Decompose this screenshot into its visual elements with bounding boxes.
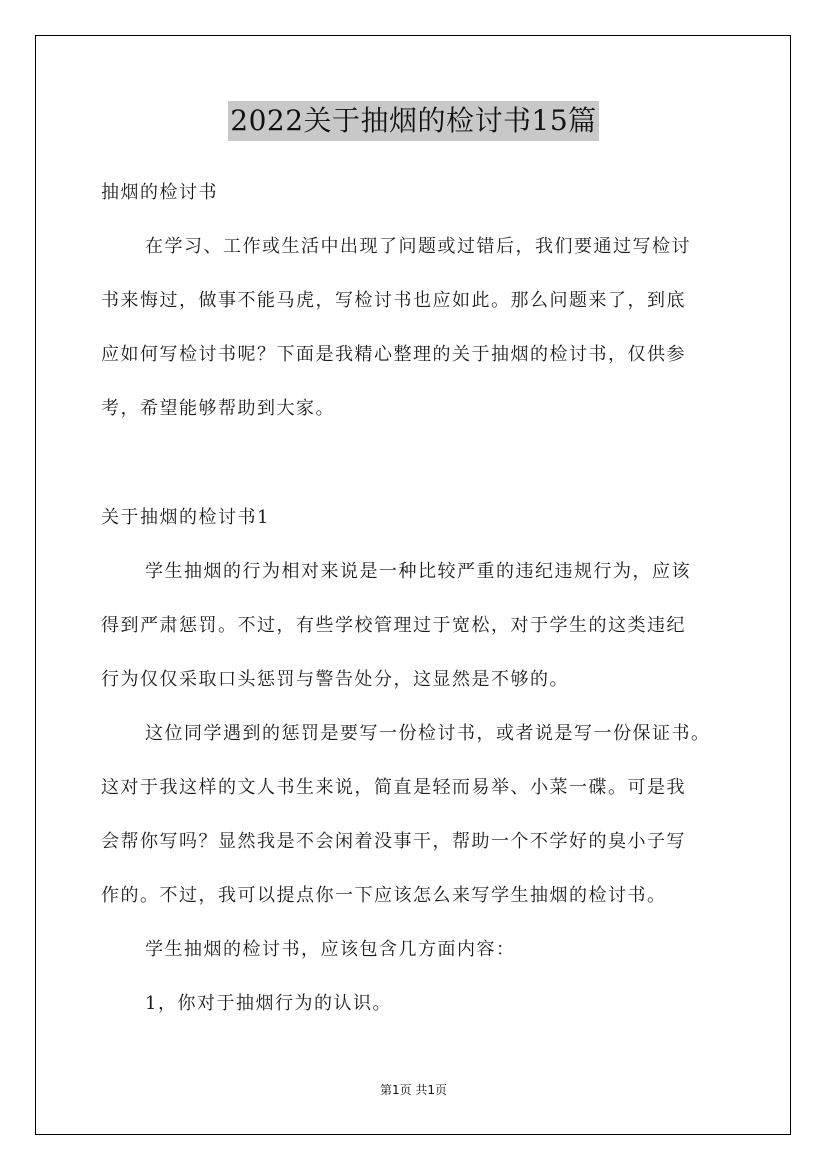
- title-container: [0, 101, 827, 141]
- intro-heading: 抽烟的检讨书: [101, 182, 218, 203]
- section-1-paragraph-line: 得到严肃惩罚。不过，有些学校管理过于宽松，对于学生的这类违纪: [101, 615, 686, 636]
- section-1-paragraph-line: 作的。不过，我可以提点你一下应该怎么来写学生抽烟的检讨书。: [101, 885, 667, 906]
- section-1-list-item: 1，你对于抽烟行为的认识。: [145, 993, 392, 1014]
- section-1-paragraph-line: 这对于我这样的文人书生来说，简直是轻而易举、小菜一碟。可是我: [101, 777, 686, 798]
- page-footer: 第1页 共1页: [379, 1083, 448, 1097]
- document-body: [101, 166, 731, 436]
- section-1-heading: 关于抽烟的检讨书1: [101, 507, 270, 528]
- document-title: 2022关于抽烟的检讨书15篇: [228, 101, 598, 141]
- section-1: [101, 491, 731, 1031]
- section-1-paragraph-line: 学生抽烟的检讨书，应该包含几方面内容：: [145, 939, 516, 960]
- section-1-paragraph-line: 会帮你写吗？显然我是不会闲着没事干，帮助一个不学好的臭小子写: [101, 831, 686, 852]
- intro-paragraph-line: 在学习、工作或生活中出现了问题或过错后，我们要通过写检讨: [145, 236, 691, 257]
- intro-paragraph-line: 考，希望能够帮助到大家。: [101, 398, 335, 419]
- intro-paragraph-line: 书来悔过，做事不能马虎，写检讨书也应如此。那么问题来了，到底: [101, 290, 686, 311]
- section-1-paragraph-line: 行为仅仅采取口头惩罚与警告处分，这显然是不够的。: [101, 669, 569, 690]
- section-1-paragraph-line: 这位同学遇到的惩罚是要写一份检讨书，或者说是写一份保证书。: [145, 723, 711, 744]
- section-1-paragraph-line: 学生抽烟的行为相对来说是一种比较严重的违纪违规行为，应该: [145, 561, 691, 582]
- intro-paragraph-line: 应如何写检讨书呢？下面是我精心整理的关于抽烟的检讨书，仅供参: [101, 344, 686, 365]
